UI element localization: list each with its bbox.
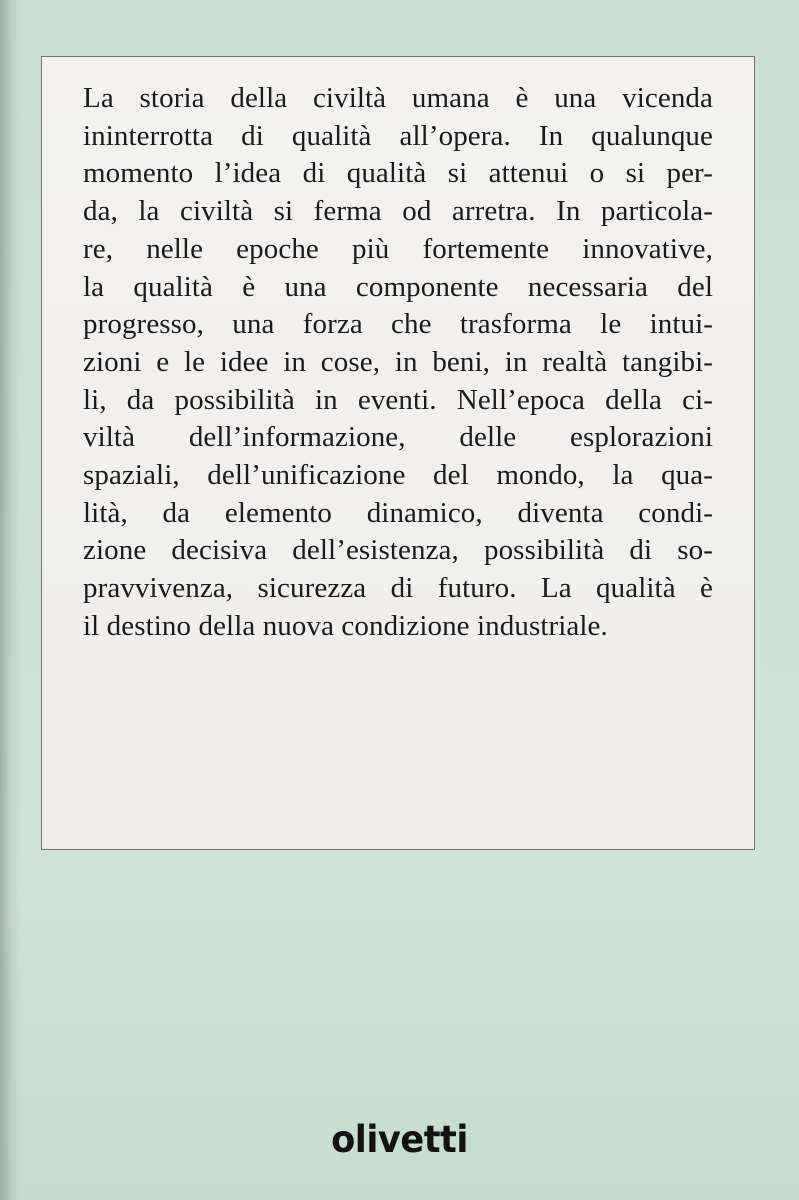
text-line: il destino della nuova condizione industriale. (83, 609, 608, 642)
text-line: li, da possibilità in eventi. Nell’epoca della ci- (83, 383, 713, 416)
olivetti-logo: olivetti (331, 1118, 468, 1161)
text-line: viltà dell’informazione, delle esplorazioni (83, 421, 713, 454)
text-line: spaziali, dell’unificazione del mondo, la qua- (83, 459, 713, 492)
text-line: la qualità è una componente necessaria del (83, 270, 713, 303)
text-line: lità, da elemento dinamico, diventa condi- (83, 496, 713, 529)
text-line: pravvivenza, sicurezza di futuro. La qualità è (83, 572, 713, 605)
text-line: re, nelle epoche più fortemente innovative, (83, 232, 713, 265)
text-line: momento l’idea di qualità si attenui o si per- (83, 157, 713, 190)
text-line: zione decisiva dell’esistenza, possibilità di so- (83, 534, 713, 567)
text-line: La storia della civiltà umana è una vicenda (83, 82, 713, 114)
text-line: zioni e le idee in cose, in beni, in realtà tangibi- (83, 345, 713, 378)
body-paragraph (83, 80, 713, 646)
page-edge-shadow (0, 0, 22, 1200)
text-line: da, la civiltà si ferma od arretra. In particola- (83, 195, 713, 228)
text-line: ininterrotta di qualità all’opera. In qualunque (83, 119, 713, 152)
text-line: progresso, una forza che trasforma le intui- (83, 308, 713, 341)
